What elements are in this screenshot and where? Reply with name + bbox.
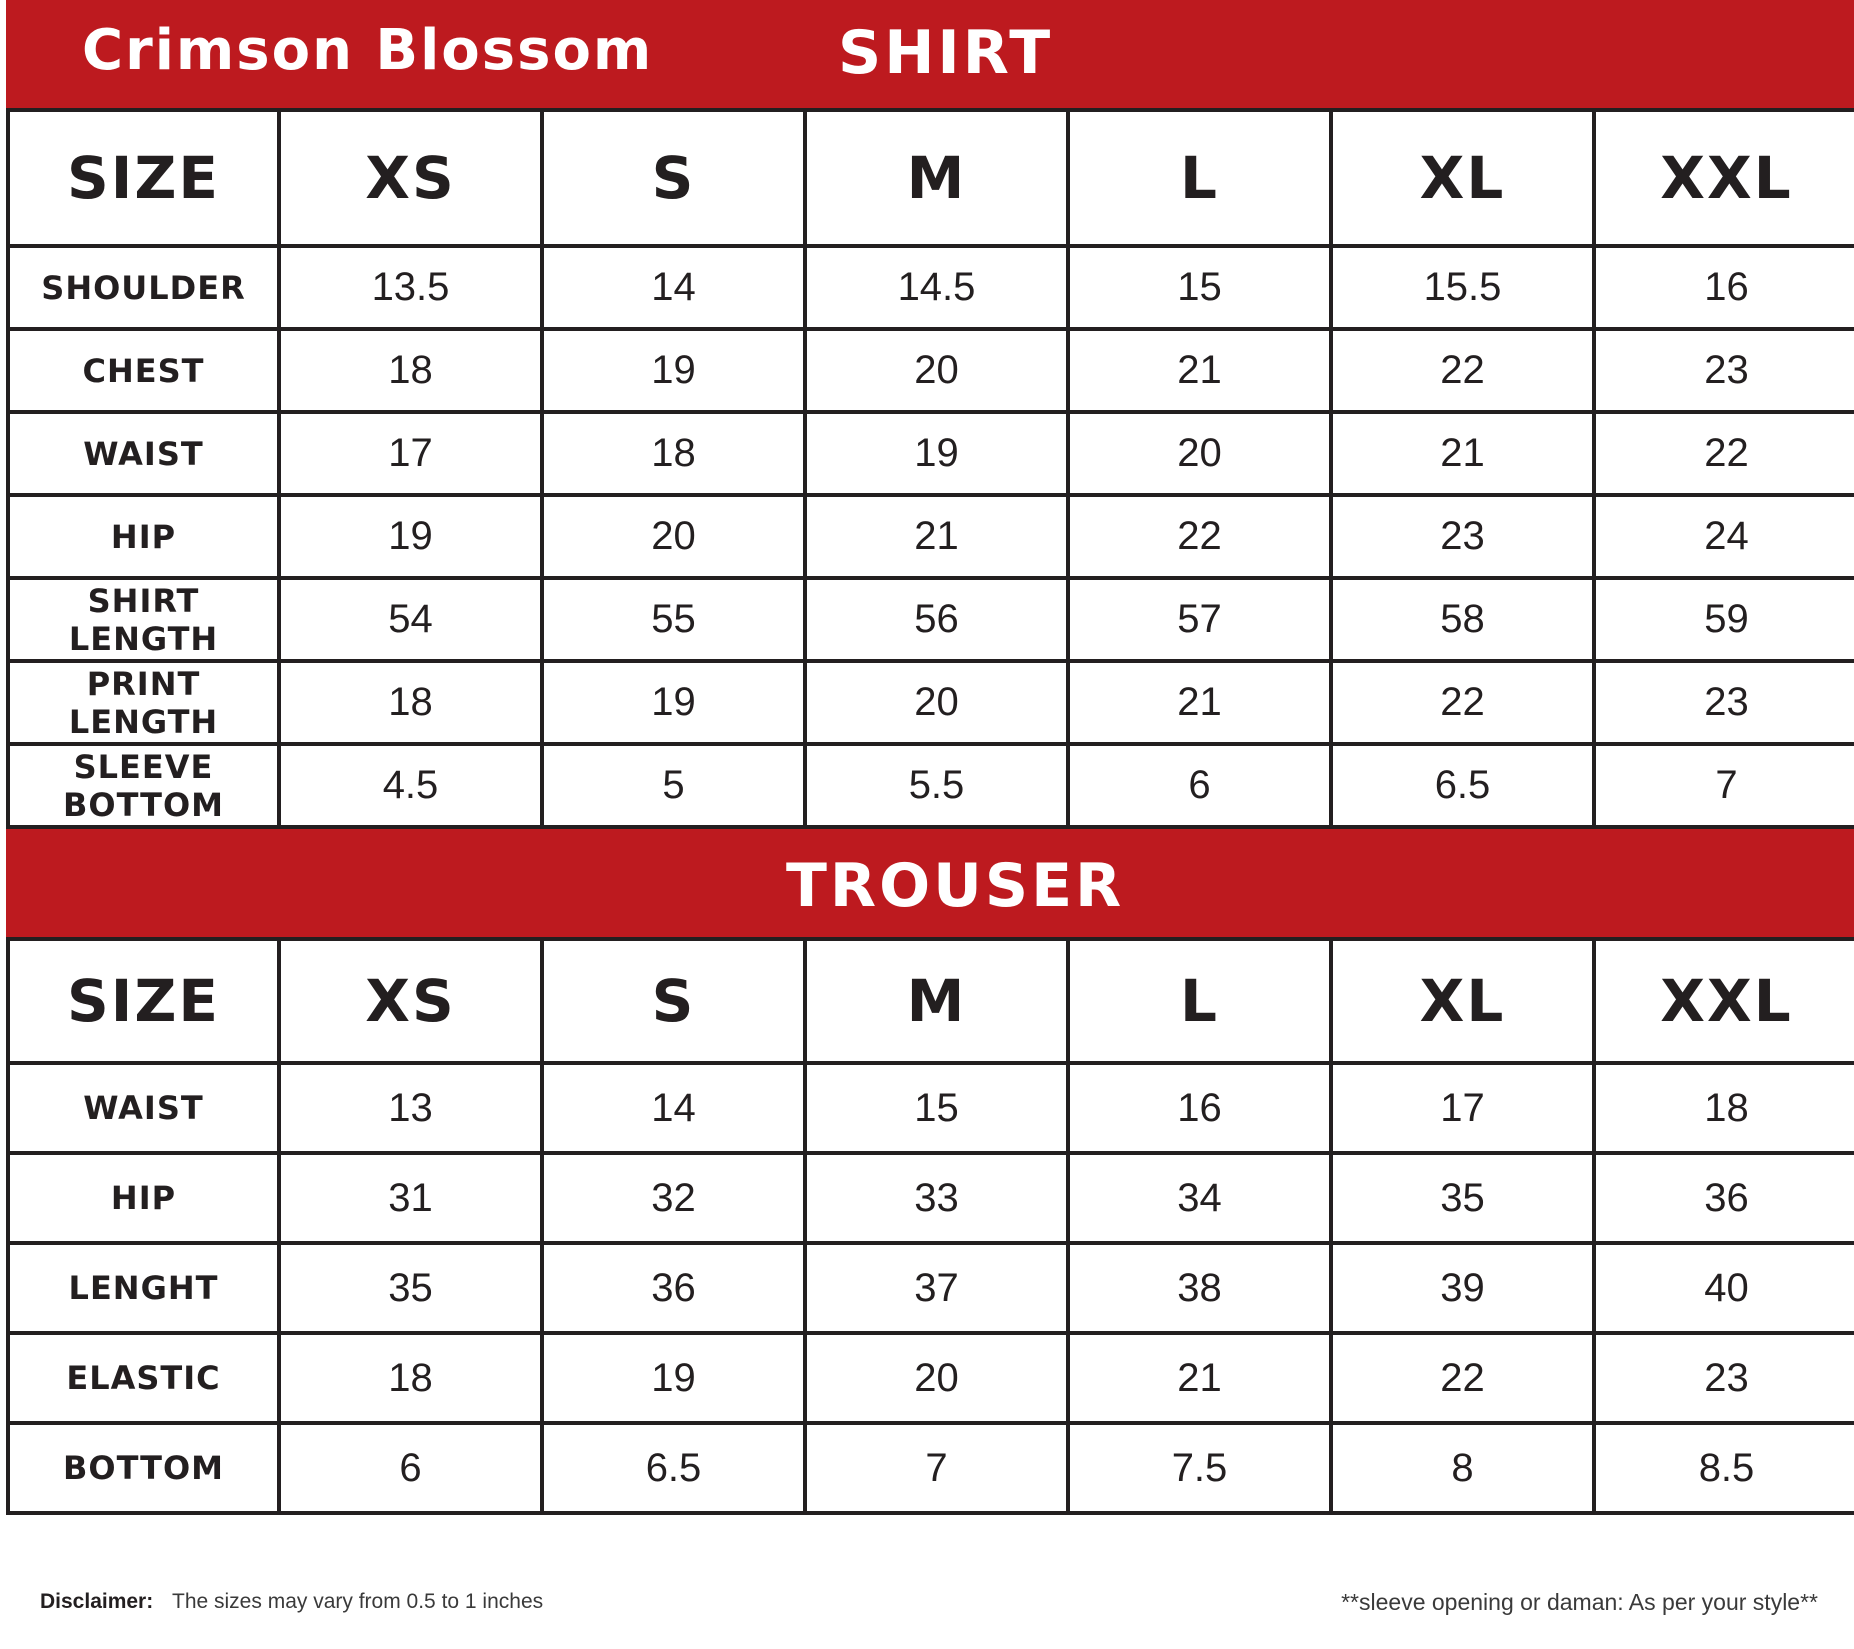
measurement-label: LENGHT	[8, 1243, 279, 1333]
measurement-label: HIP	[8, 495, 279, 578]
trouser-header-row	[8, 939, 1854, 1063]
measurement-value: 37	[805, 1243, 1068, 1333]
measurement-value: 19	[542, 661, 805, 744]
measurement-value: 18	[279, 1333, 542, 1423]
measurement-value: 13	[279, 1063, 542, 1153]
table-row	[8, 1423, 1854, 1513]
shirt-size-table	[6, 108, 1854, 829]
measurement-label: WAIST	[8, 412, 279, 495]
measurement-label: WAIST	[8, 1063, 279, 1153]
measurement-value: 16	[1594, 246, 1854, 329]
measurement-value: 21	[1331, 412, 1594, 495]
measurement-value: 38	[1068, 1243, 1331, 1333]
measurement-value: 24	[1594, 495, 1854, 578]
measurement-value: 31	[279, 1153, 542, 1243]
measurement-value: 35	[1331, 1153, 1594, 1243]
trouser-title: TROUSER	[786, 851, 1125, 921]
measurement-value: 14	[542, 246, 805, 329]
measurement-value: 14.5	[805, 246, 1068, 329]
measurement-value: 20	[1068, 412, 1331, 495]
measurement-value: 17	[1331, 1063, 1594, 1153]
size-header: SIZE	[8, 939, 279, 1063]
measurement-value: 6.5	[1331, 744, 1594, 827]
size-column-header: L	[1068, 939, 1331, 1063]
measurement-value: 15.5	[1331, 246, 1594, 329]
measurement-value: 18	[1594, 1063, 1854, 1153]
table-row	[8, 1243, 1854, 1333]
size-column-header: XS	[279, 110, 542, 246]
measurement-value: 22	[1331, 1333, 1594, 1423]
measurement-value: 33	[805, 1153, 1068, 1243]
trouser-size-table	[6, 937, 1854, 1515]
table-row	[8, 329, 1854, 412]
size-chart	[6, 0, 1854, 1515]
disclaimer-label: Disclaimer:	[40, 1590, 154, 1613]
size-column-header: XXL	[1594, 110, 1854, 246]
measurement-value: 22	[1331, 661, 1594, 744]
measurement-value: 32	[542, 1153, 805, 1243]
measurement-value: 36	[542, 1243, 805, 1333]
measurement-label: SHOULDER	[8, 246, 279, 329]
measurement-value: 21	[1068, 661, 1331, 744]
sleeve-note: **sleeve opening or daman: As per your style**	[1341, 1589, 1818, 1615]
table-row	[8, 744, 1854, 827]
trouser-banner	[6, 829, 1854, 937]
measurement-value: 23	[1594, 329, 1854, 412]
measurement-value: 19	[279, 495, 542, 578]
footer	[0, 1586, 1854, 1626]
table-row	[8, 1063, 1854, 1153]
size-column-header: XXL	[1594, 939, 1854, 1063]
measurement-label: BOTTOM	[8, 1423, 279, 1513]
table-row	[8, 412, 1854, 495]
measurement-value: 23	[1594, 1333, 1854, 1423]
brand-name: Crimson Blossom	[82, 18, 654, 83]
measurement-value: 39	[1331, 1243, 1594, 1333]
measurement-value: 8.5	[1594, 1423, 1854, 1513]
table-row	[8, 1333, 1854, 1423]
table-row	[8, 246, 1854, 329]
measurement-value: 7	[805, 1423, 1068, 1513]
measurement-value: 6	[279, 1423, 542, 1513]
size-column-header: XL	[1331, 110, 1594, 246]
measurement-value: 5.5	[805, 744, 1068, 827]
size-column-header: S	[542, 939, 805, 1063]
measurement-value: 40	[1594, 1243, 1854, 1333]
measurement-label: SLEEVE BOTTOM	[8, 744, 279, 827]
size-column-header: XS	[279, 939, 542, 1063]
size-header: SIZE	[8, 110, 279, 246]
size-column-header: S	[542, 110, 805, 246]
measurement-value: 4.5	[279, 744, 542, 827]
measurement-value: 58	[1331, 578, 1594, 661]
size-column-header: M	[805, 110, 1068, 246]
measurement-value: 22	[1594, 412, 1854, 495]
disclaimer-text: The sizes may vary from 0.5 to 1 inches	[172, 1590, 544, 1613]
measurement-value: 36	[1594, 1153, 1854, 1243]
measurement-value: 21	[805, 495, 1068, 578]
measurement-value: 21	[1068, 1333, 1331, 1423]
measurement-value: 22	[1331, 329, 1594, 412]
table-row	[8, 1153, 1854, 1243]
measurement-value: 5	[542, 744, 805, 827]
measurement-label: PRINT LENGTH	[8, 661, 279, 744]
measurement-value: 19	[542, 1333, 805, 1423]
measurement-value: 15	[805, 1063, 1068, 1153]
size-column-header: M	[805, 939, 1068, 1063]
measurement-value: 7	[1594, 744, 1854, 827]
measurement-value: 7.5	[1068, 1423, 1331, 1513]
measurement-label: SHIRT LENGTH	[8, 578, 279, 661]
measurement-value: 6	[1068, 744, 1331, 827]
measurement-value: 55	[542, 578, 805, 661]
measurement-value: 21	[1068, 329, 1331, 412]
measurement-label: HIP	[8, 1153, 279, 1243]
measurement-value: 57	[1068, 578, 1331, 661]
shirt-banner	[6, 0, 1854, 108]
shirt-header-row	[8, 110, 1854, 246]
measurement-value: 17	[279, 412, 542, 495]
measurement-value: 14	[542, 1063, 805, 1153]
measurement-value: 8	[1331, 1423, 1594, 1513]
measurement-value: 23	[1331, 495, 1594, 578]
measurement-value: 34	[1068, 1153, 1331, 1243]
measurement-value: 20	[805, 1333, 1068, 1423]
measurement-value: 23	[1594, 661, 1854, 744]
measurement-value: 13.5	[279, 246, 542, 329]
measurement-value: 22	[1068, 495, 1331, 578]
measurement-value: 20	[805, 329, 1068, 412]
size-column-header: L	[1068, 110, 1331, 246]
measurement-value: 6.5	[542, 1423, 805, 1513]
measurement-value: 56	[805, 578, 1068, 661]
table-row	[8, 661, 1854, 744]
shirt-title: SHIRT	[838, 18, 1054, 88]
measurement-value: 35	[279, 1243, 542, 1333]
table-row	[8, 578, 1854, 661]
measurement-value: 15	[1068, 246, 1331, 329]
measurement-value: 18	[542, 412, 805, 495]
measurement-value: 19	[542, 329, 805, 412]
measurement-value: 16	[1068, 1063, 1331, 1153]
measurement-value: 59	[1594, 578, 1854, 661]
measurement-label: ELASTIC	[8, 1333, 279, 1423]
measurement-value: 18	[279, 661, 542, 744]
size-column-header: XL	[1331, 939, 1594, 1063]
measurement-value: 19	[805, 412, 1068, 495]
measurement-value: 20	[542, 495, 805, 578]
measurement-label: CHEST	[8, 329, 279, 412]
measurement-value: 54	[279, 578, 542, 661]
measurement-value: 18	[279, 329, 542, 412]
measurement-value: 20	[805, 661, 1068, 744]
table-row	[8, 495, 1854, 578]
